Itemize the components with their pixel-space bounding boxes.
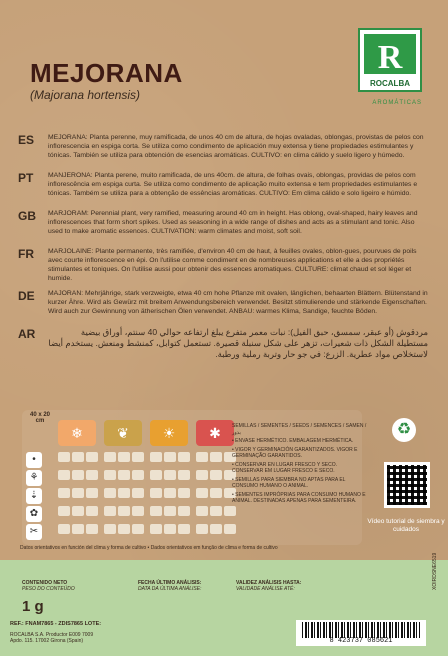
seed-icon: • [26,452,42,468]
validity-es: VALIDEZ ANÁLISIS HASTA: [236,580,302,586]
reference-code: REF.: FNAM7865 - ZDIS7865 LOTE: [10,621,102,627]
side-print-code: XOIRDSNE6519 [432,552,438,590]
lang-es [18,133,428,165]
lang-ar [18,327,428,360]
sun-icon: ☀ [162,425,176,441]
legend-line: • SEMENTES IMPRÓPRIAS PARA CONSUMO HUMANO E ANIMAL. DESTINADAS APENAS PARA SEMENTEIRA. [232,491,366,504]
analysis-date-es: FECHA ÚLTIMO ANÁLISIS: [138,580,202,586]
analysis-date-label [138,580,201,592]
summer-season-icon [150,420,188,446]
product-title: MEJORANA [30,58,183,88]
product-scientific-name: (Majorana hortensis) [30,88,141,102]
legend-line: • CONSERVAR EN LUGAR FRESCO Y SECO. CONSERVAR EM LUGAR FRESCO E SECO. [232,461,338,474]
seed-legend [232,423,368,507]
snowflake-icon: ❄ [71,425,83,441]
lang-code: FR [18,247,34,261]
legend-line: • SEMILLAS PARA SIEMBRA NO APTAS PARA EL CONSUMO HUMANO O ANIMAL. [232,476,346,489]
lang-code: ES [18,133,35,147]
lang-code: AR [18,327,36,341]
lang-text: MEJORANA: Planta perenne, muy ramificada, de unos 40 cm de altura, de hojas ovaladas, oblongas, provistas de pelos con inflorescencia en espiga corta. Se utiliza como condimento de aplicación muy extensa y tiene propiedades estimulantes y tónicas. También se utiliza para obtención de esencias aromáticas. CULTIVO: en clima cálido y suelo ligero y húmedo. [48,134,424,159]
lang-text: MAJORAN: Mehrjährige, stark verzweigte, etwa 40 cm hohe Pflanze mit ovalen, länglichen, behaarten Blättern. Blütenstand in kurzer Ähre. Wird als Gewürz mit breitem Anwendungsbereich verwendet. Besitzt stimulierende und stärkende Eigenschaften. Wird auch zur Gewinnung von ätherischen Ölen verwendet. ANBAU: warmes Klima, Sandige, feuchte Böden. [48,290,428,315]
address-line: Apdo. 115. 17002 Girona (Spain) [10,638,84,644]
barcode-bars [302,622,420,638]
qr-code[interactable] [384,462,430,508]
lang-text: مردقوش (أو عبقر، سمسق، حبق الفيل): نبات معمر متفرع يبلغ ارتفاعه حوالي 40 سنتم، أوراق بيضية مستطيلة الشكل ذات شعيرات، تزهر على شكل سنبلة قصيرة. تستعمل كتوابل، كمنشط ومنعش. يستخدم أيضا لاستخلاص مواد عطرية. الزرع: في جو حار وتربة رملية ورطبة. [48,327,428,359]
lang-text: MANJERONA: Planta perene, muito ramificada, de uns 40cm. de altura, de folhas ovais, oblongas, providas de pelos com inflorescência em espiga curta. Se utiliza como condimento de aplicação muito extensa e tem propriedades estimulantes e tónicas. Também se utiliza para a obtenção de essências aromáticas. CULTIVO: Em clima cálido e solo ligeiro e húmido. [48,172,418,197]
brand-logo [358,28,422,92]
brand-name: ROCALBA [370,79,410,88]
validity-pt: VALIDADE ANÁLISE ATÉ: [236,586,295,592]
autumn-season-icon [196,420,234,446]
validity-label [236,580,301,592]
lang-gb [18,209,428,241]
logo-letter: R [377,39,403,76]
barcode-number: 8 423737 085621 [329,637,393,645]
net-weight: 1 g [22,598,44,615]
language-descriptions [18,133,428,366]
seedling-icon: ⚘ [26,470,42,486]
video-tutorial-label: Vídeo tutorial de siembra y cuidados [367,518,445,533]
analysis-date-pt: DATA DA ÚLTIMA ANÁLISE: [138,586,202,592]
calendar-disclaimer: Datos orientativos en función del clima y forma de cultivo • Dados orientativos em função de clima e forma de cultivo [20,545,278,551]
lang-text: MARJORAM: Perennial plant, very ramified, measuring around 40 cm in height. Has oblong, oval-shaped, hairy leaves and inflorescences that form short spikes. Used as seasoning in a wide range of dishes and acts as a stimulant and tonic. Also used to make aromatic essences. CULTIVATION: warm climates and moist, soft soil. [48,210,418,235]
producer-line: ROCALBA S.A. Productor E009 7009 [10,632,94,638]
net-content-es: CONTENIDO NETO [22,580,68,586]
legend-line: • VIGOR Y GERMINACIÓN GARANTIZADOS. VIGOR E GERMINAÇÃO GARANTIDOS. [232,446,358,459]
maple-leaf-icon: ✱ [209,425,221,441]
lang-de [18,289,428,321]
lang-code: GB [18,209,36,223]
legend-line: SEMILLAS / SEMENTES / SEEDS / SEMENCES / SAMEN / بذور [232,423,367,436]
net-content-label [22,580,75,592]
lang-pt [18,171,428,203]
logo-box [364,34,416,74]
net-content-pt: PESO DO CONTEÚDO [22,586,75,592]
lang-text: MARJOLAINE: Plante permanente, très ramifiée, d'environ 40 cm de haut, à feuilles ovales, oblon-gues, pourvues de poils avec courte inflorescence en épi. On l'utilise comme condiment en de nombreuses applications et elle a des propriétés stimulantes et toniques. On l'utilise aussi pour obtenir des essences aromatiques. CULTURE: climat chaud et sol léger et humide. [48,248,417,282]
winter-season-icon [58,420,96,446]
qr-pattern [387,465,427,505]
lang-fr [18,247,428,283]
harvest-icon: ✂ [26,524,42,540]
spring-season-icon [104,420,142,446]
leaf-icon: ❦ [117,425,129,441]
plant-spacing: 40 x 20 cm [29,412,51,424]
producer-address [10,632,93,644]
barcode [296,620,426,646]
recycle-icon: ♻ [392,418,416,442]
sprout-icon: ✿ [26,506,42,522]
lang-code: PT [18,171,34,185]
lang-code: DE [18,289,35,303]
planting-icon: ⇣ [26,488,42,504]
brand-subtitle: AROMÁTICAS [372,100,422,106]
legend-line: • ENVASE HERMÉTICO. EMBALAGEM HERMÉTICA. [232,438,354,444]
